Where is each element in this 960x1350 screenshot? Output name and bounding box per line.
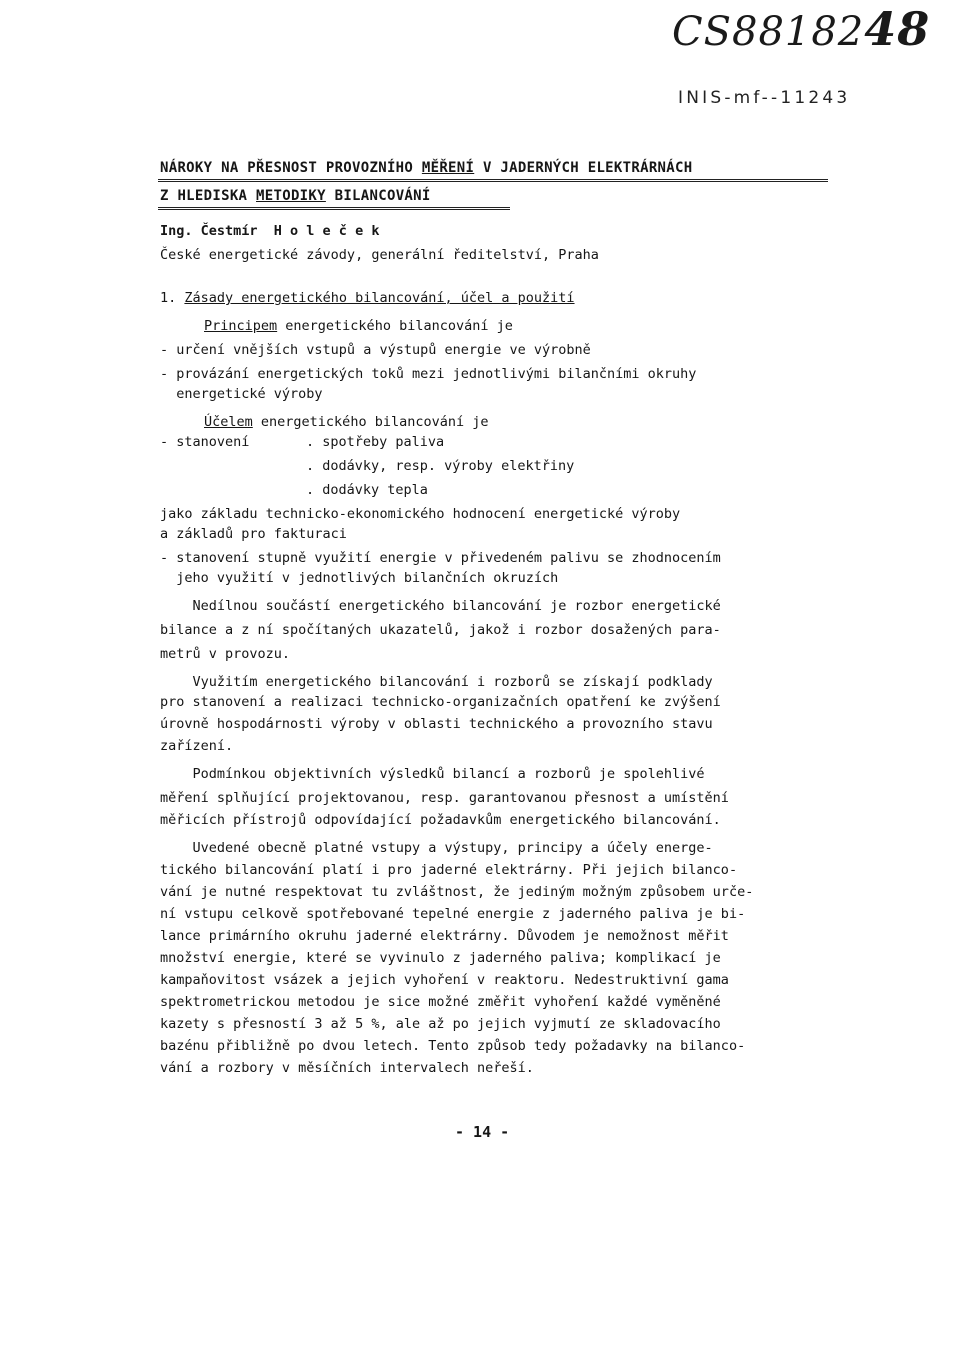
paragraph-2-line: pro stanovení a realizaci technicko-organizačních opatření ke zvýšení [160, 694, 721, 710]
title-line-1-part-c: V JADERNÝCH ELEKTRÁRNÁCH [474, 160, 693, 176]
paragraph-2-line: úrovně hospodárnosti výroby v oblasti technického a provozního stavu [160, 716, 713, 732]
handwritten-code-tail: 48 [864, 2, 931, 56]
paragraph-3-line: měřicích přístrojů odpovídající požadavkům energetického bilancování. [160, 812, 721, 828]
section-heading-text: Zásady energetického bilancování, účel a použití [184, 290, 575, 306]
purpose-item-fuel: . spotřeby paliva [306, 434, 445, 450]
paragraph-4-line: množství energie, které se vyvinulo z jaderného paliva; komplikací je [160, 950, 721, 966]
principle-bullet-2: - provázání energetických toků mezi jednotlivými bilančními okruhy [160, 366, 697, 382]
title-line-1 [160, 160, 692, 176]
utilization-line-1: - stanovení stupně využití energie v přivedeném palivu se zhodnocením [160, 550, 721, 566]
principle-line [204, 318, 513, 334]
handwritten-code-main: CS88182 [672, 9, 865, 55]
purpose-line [204, 414, 488, 430]
title-double-rule-1 [158, 179, 828, 182]
paragraph-1-line: Nedílnou součástí energetického bilancování je rozbor energetické [160, 598, 721, 614]
title-double-rule-2 [158, 207, 510, 210]
purpose-basis-line-2: a základů pro fakturaci [160, 526, 347, 542]
paragraph-3-line: měření splňující projektovanou, resp. garantovanou přesnost a umístění [160, 790, 729, 806]
report-number: INIS-mf--11243 [678, 88, 851, 108]
paragraph-2-line: zařízení. [160, 738, 234, 754]
title-line-2-part-c: BILANCOVÁNÍ [325, 188, 431, 204]
principle-bullet-2-continued: energetické výroby [160, 386, 323, 402]
title-line-2-part-a: Z HLEDISKA [160, 188, 248, 204]
author-affiliation: České energetické závody, generální ředitelství, Praha [160, 247, 599, 263]
author-name: Ing. Čestmír H o l e č e k [160, 223, 380, 239]
title-line-1-part-b: MĚŘENÍ [421, 160, 475, 176]
paragraph-4-line: spektrometrickou metodou je sice možné změřit vyhoření každé vyměněné [160, 994, 721, 1010]
purpose-item-heat: . dodávky tepla [306, 482, 428, 498]
paragraph-4-line: tického bilancování platí i pro jaderné elektrárny. Při jejich bilanco- [160, 862, 738, 878]
principle-rest: energetického bilancování je [277, 318, 513, 334]
paragraph-4-line: vání a rozbory v měsíčních intervalech neřeší. [160, 1060, 534, 1076]
paragraph-1-line: bilance a z ní spočítaných ukazatelů, jakož i rozbor dosažených para- [160, 622, 721, 638]
paragraph-4-line: ní vstupu celkově spotřebované tepelné energie z jaderného paliva je bi- [160, 906, 746, 922]
section-number: 1. [160, 290, 177, 306]
principle-term: Principem [204, 318, 278, 334]
paragraph-4-line: bazénu přibližně po dvou letech. Tento způsob tedy požadavky na bilanco- [160, 1038, 746, 1054]
handwritten-report-code [672, 2, 930, 56]
purpose-stanoveni: - stanovení [160, 434, 250, 450]
paragraph-4-line: Uvedené obecně platné vstupy a výstupy, principy a účely energe- [160, 840, 713, 856]
title-line-1-part-a: NÁROKY NA PŘESNOST PROVOZNÍHO [160, 160, 414, 176]
utilization-line-2: jeho využití v jednotlivých bilančních okruzích [160, 570, 559, 586]
section-heading [160, 290, 575, 306]
paragraph-4-line: kampaňovitost vsázek a jejich vyhoření v reaktoru. Nedestruktivní gama [160, 972, 729, 988]
paragraph-4-line: vání je nutné respektovat tu zvláštnost, že jediným možným způsobem urče- [160, 884, 754, 900]
principle-bullet-1: - určení vnějších vstupů a výstupů energie ve výrobně [160, 342, 591, 358]
paragraph-4-line: lance primárního okruhu jaderné elektrárny. Důvodem je nemožnost měřit [160, 928, 729, 944]
paragraph-3-line: Podmínkou objektivních výsledků bilancí a rozborů je spolehlivé [160, 766, 705, 782]
title-line-2-part-b: METODIKY [256, 188, 326, 204]
title-line-2 [160, 188, 431, 204]
paragraph-1-line: metrů v provozu. [160, 646, 291, 662]
page-number: - 14 - [455, 1123, 510, 1141]
paragraph-4-line: kazety s přesností 3 až 5 %, ale až po jejich vyjmutí ze skladovacího [160, 1016, 721, 1032]
paragraph-2-line: Využitím energetického bilancování i rozborů se získají podklady [160, 674, 713, 690]
purpose-rest: energetického bilancování je [252, 414, 489, 430]
purpose-item-electricity: . dodávky, resp. výroby elektřiny [306, 458, 575, 474]
purpose-basis-line-1: jako základu technicko-ekonomického hodnocení energetické výroby [160, 506, 681, 522]
purpose-term: Účelem [204, 414, 253, 430]
